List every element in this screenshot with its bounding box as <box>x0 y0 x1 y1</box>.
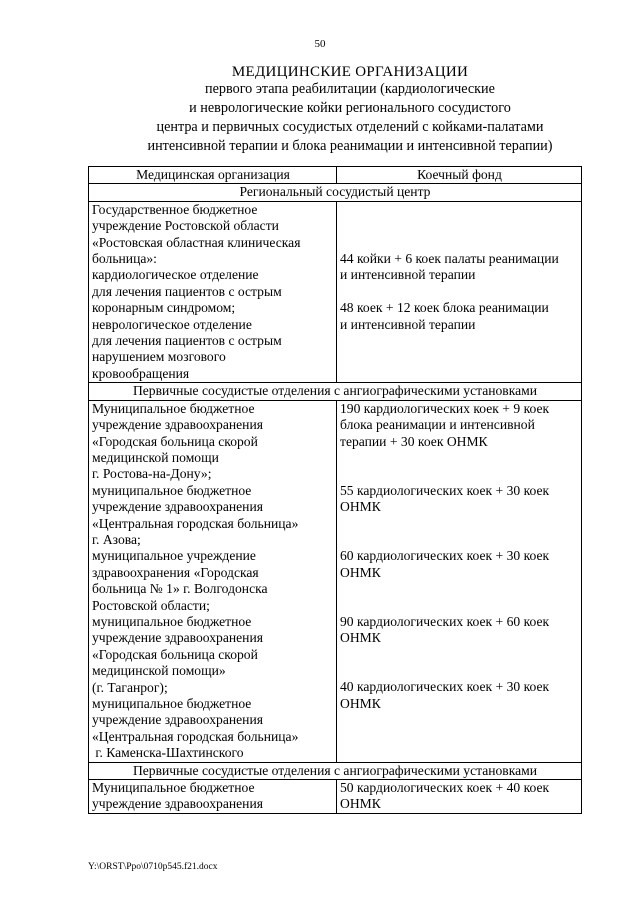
organization-cell <box>89 400 337 762</box>
org-line: нарушением мозгового <box>92 349 226 365</box>
org-line: учреждение здравоохранения <box>92 712 263 728</box>
bed-fund-cell <box>337 400 582 762</box>
bed-line: терапии + 30 коек ОНМК <box>340 433 488 449</box>
org-line: для лечения пациентов с острым <box>92 333 282 349</box>
bed-line: ОНМК <box>340 695 381 711</box>
bed-line: и интенсивной терапии <box>340 316 476 332</box>
org-line: здравоохранения «Городская <box>92 564 259 580</box>
bed-line: 48 коек + 12 коек блока реанимации <box>340 300 549 316</box>
org-line: учреждение здравоохранения <box>92 417 263 433</box>
column-header-organization: Медицинская организация <box>89 167 337 184</box>
org-line: кровообращения <box>92 365 190 381</box>
org-line: коронарным синдромом; <box>92 300 236 316</box>
org-line: учреждение здравоохранения <box>92 630 263 646</box>
org-line: г. Азова; <box>92 531 141 547</box>
org-line: «Центральная городская больница» <box>92 728 299 744</box>
bed-line: ОНМК <box>340 796 381 812</box>
bed-line: ОНМК <box>340 499 381 515</box>
bed-line: 55 кардиологических коек + 30 коек <box>340 482 550 498</box>
org-line: кардиологическое отделение <box>92 267 259 283</box>
bed-line: ОНМК <box>340 564 381 580</box>
org-line: (г. Таганрог); <box>92 679 168 695</box>
org-line: Государственное бюджетное <box>92 201 258 217</box>
org-line: Муниципальное бюджетное <box>92 400 255 416</box>
org-line: Муниципальное бюджетное <box>92 780 255 796</box>
org-line: «Центральная городская больница» <box>92 515 299 531</box>
page-number: 50 <box>314 38 326 50</box>
bed-line: 60 кардиологических коек + 30 коек <box>340 548 550 564</box>
org-line: Ростовской области; <box>92 597 210 613</box>
subtitle-line: первого этапа реабилитации (кардиологические <box>205 81 495 97</box>
section-row <box>89 762 582 779</box>
bed-line: 90 кардиологических коек + 60 коек <box>340 613 550 629</box>
org-line: «Городская больница скорой <box>92 433 258 449</box>
subtitle-line: интенсивной терапии и блока реанимации и интенсивной терапии) <box>147 138 553 154</box>
table-row <box>89 780 582 814</box>
org-line: медицинской помощи» <box>92 663 226 679</box>
org-line: «Ростовская областная клиническая <box>92 234 301 250</box>
bed-line: и интенсивной терапии <box>340 267 476 283</box>
org-line: учреждение Ростовской области <box>92 218 279 234</box>
organizations-table <box>88 166 582 814</box>
bed-fund-cell <box>337 201 582 382</box>
document-subtitle <box>60 80 640 156</box>
bed-line: блока реанимации и интенсивной <box>340 417 535 433</box>
bed-line: 40 кардиологических коек + 30 коек <box>340 679 550 695</box>
document-file-path: Y:\ORST\Ppo\0710p545.f21.docx <box>88 862 218 872</box>
subtitle-line: и неврологические койки регионального сосудистого <box>189 100 511 116</box>
column-header-bed-fund: Коечный фонд <box>337 167 582 184</box>
org-line: г. Ростова-на-Дону»; <box>92 466 212 482</box>
org-line: больница»: <box>92 251 157 267</box>
section-row <box>89 184 582 201</box>
org-line: медицинской помощи <box>92 449 219 465</box>
org-line: г. Каменска-Шахтинского <box>92 745 244 761</box>
section-primary-vascular: Первичные сосудистые отделения с ангиографическими установками <box>89 383 582 400</box>
bed-line: 50 кардиологических коек + 40 коек <box>340 780 550 796</box>
section-row <box>89 383 582 400</box>
org-line: муниципальное бюджетное <box>92 613 252 629</box>
org-line: больница № 1» г. Волгодонска <box>92 581 268 597</box>
section-regional-center: Региональный сосудистый центр <box>89 184 582 201</box>
subtitle-line: центра и первичных сосудистых отделений с койками-палатами <box>156 119 544 135</box>
bed-line: 190 кардиологических коек + 9 коек <box>340 400 550 416</box>
table-row <box>89 201 582 382</box>
organization-cell <box>89 780 337 814</box>
org-line: муниципальное бюджетное <box>92 696 252 711</box>
table-header-row <box>89 167 582 184</box>
section-primary-vascular: Первичные сосудистые отделения с ангиографическими установками <box>89 762 582 779</box>
table-row <box>89 400 582 762</box>
bed-line: 44 койки + 6 коек палаты реанимации <box>340 250 559 266</box>
organization-cell <box>89 201 337 382</box>
bed-line: ОНМК <box>340 630 381 646</box>
org-line: «Городская больница скорой <box>92 646 258 662</box>
org-line: муниципальное бюджетное <box>92 482 252 498</box>
org-line: учреждение здравоохранения <box>92 499 263 515</box>
org-line: учреждение здравоохранения <box>92 796 263 812</box>
document-title: МЕДИЦИНСКИЕ ОРГАНИЗАЦИИ <box>231 64 469 80</box>
org-line: для лечения пациентов с острым <box>92 283 282 299</box>
bed-fund-cell <box>337 780 582 814</box>
org-line: неврологическое отделение <box>92 316 252 332</box>
org-line: муниципальное учреждение <box>92 548 256 564</box>
